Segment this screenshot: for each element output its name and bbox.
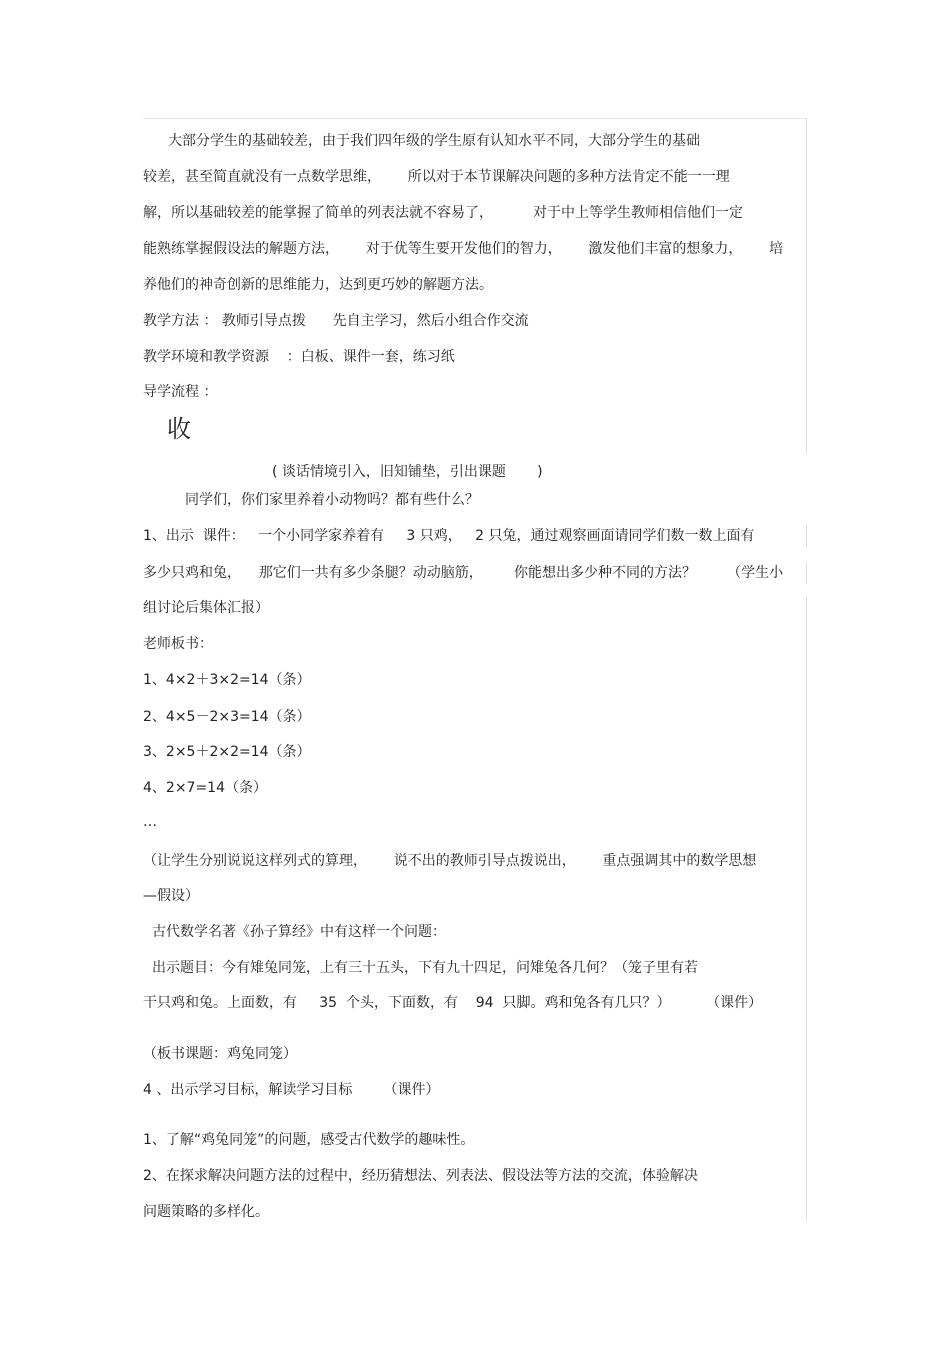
frame-top-line [143, 118, 807, 119]
text-line: ( 谈话情境引入，旧知铺垫，引出课题 ) [272, 464, 543, 480]
text-line: 多少只鸡和兔， 那它们一共有多少条腿？动动脑筋， 你能想出多少种不同的方法？ （学生小 [143, 565, 784, 581]
equation-line: 3、2×5＋2×2=14（条） [143, 744, 311, 760]
guide-flow-heading: 导学流程 ： [143, 384, 218, 400]
text-line: 4 、出示学习目标，解读学习目标 （课件） [143, 1082, 440, 1098]
text-line: —假设） [143, 888, 199, 904]
section-heading-shou: 收 [167, 415, 191, 443]
text-line: 古代数学名著《孙子算经》中有这样一个问题： [152, 924, 446, 940]
objective-line: 1、了解“鸡兔同笼”的问题，感受古代数学的趣味性。 [143, 1132, 475, 1148]
text-line: （板书课题：鸡兔同笼） [143, 1046, 297, 1062]
frame-right-line-1 [806, 118, 807, 454]
equation-line: 1、4×2＋3×2=14（条） [143, 672, 311, 688]
text-line: 组讨论后集体汇报） [143, 600, 269, 616]
equation-line: 4、2×7=14（条） [143, 780, 267, 796]
frame-right-line-2 [806, 525, 807, 547]
board-writing-label: 老师板书： [143, 636, 213, 652]
objective-line: 2、在探求解决问题方法的过程中，经历猜想法、列表法、假设法等方法的交流，体验解决 [143, 1168, 698, 1184]
text-line: 能熟练掌握假设法的解题方法， 对于优等生要开发他们的智力， 激发他们丰富的想象力， 培 [143, 241, 784, 257]
text-line: 养他们的神奇创新的思维能力，达到更巧妙的解题方法。 [143, 277, 493, 293]
text-line: 大部分学生的基础较差，由于我们四年级的学生原有认知水平不同，大部分学生的基础 [168, 133, 700, 149]
text-line: 干只鸡和兔。上面数，有 35 个头，下面数，有 94 只脚。鸡和兔各有几只？） （课件） [143, 995, 763, 1011]
frame-right-line-3 [806, 562, 807, 584]
text-line: … [143, 814, 157, 830]
text-line: 出示题目：今有雉兔同笼，上有三十五头，下有九十四足，问雉兔各几何？（笼子里有若 [152, 960, 698, 976]
frame-right-line-4 [806, 597, 807, 1220]
equation-line: 2、4×5－2×3=14（条） [143, 709, 311, 725]
text-line: 同学们，你们家里养着小动物吗？都有些什么？ [185, 492, 479, 508]
text-line: 解，所以基础较差的能掌握了简单的列表法就不容易了， 对于中上等学生教师相信他们一定 [143, 205, 744, 221]
teaching-method: 教学方法 ： 教师引导点拨 先自主学习，然后小组合作交流 [143, 313, 529, 329]
objective-line: 问题策略的多样化。 [143, 1204, 269, 1220]
teaching-resources: 教学环境和教学资源 ：白板、课件一套，练习纸 [143, 349, 455, 365]
text-line: 较差，甚至简直就没有一点数学思维， 所以对于本节课解决问题的多种方法肯定不能一一理 [143, 169, 730, 185]
text-line: 1、出示 课件： 一个小同学家养着有 3 只鸡， 2 只兔，通过观察画面请同学们数一数上面有 [143, 528, 755, 544]
text-line: （让学生分别说说这样列式的算理， 说不出的教师引导点拨说出， 重点强调其中的数学思想 [143, 853, 757, 869]
